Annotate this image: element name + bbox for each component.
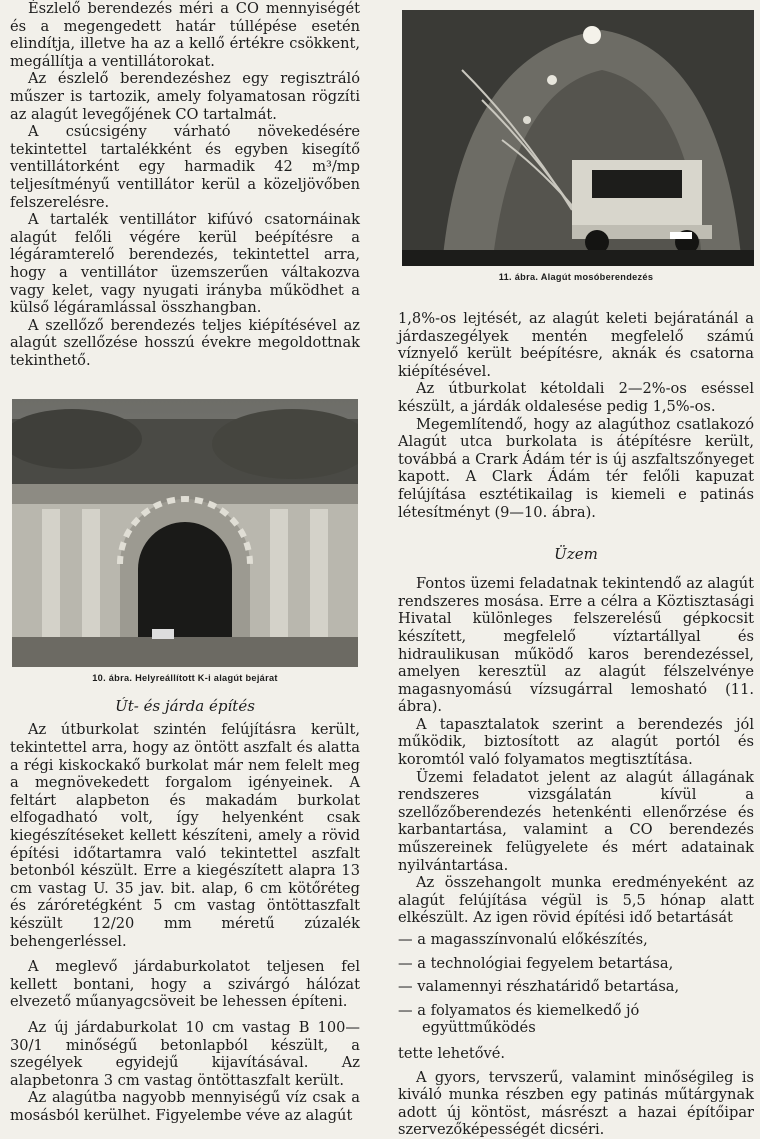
paragraph: A tartalék ventillátor kifúvó csatornáinak alagút felőli végére kerül beépítésre a légáramterelő berendezés, tekintettel arra, hogy a ventillátor üzemszerűen váltakozva vagy kelet, vagy nyugati irányba működhet a külső légáramlással összhangban. xyxy=(10,211,360,317)
paragraph: A meglevő járdaburkolatot teljesen fel kellett bontani, hogy a szivárgó hálózat elvezető műanyagcsöveit be lehessen építeni. xyxy=(10,958,360,1011)
figure-11-photo xyxy=(402,10,754,266)
paragraph: Az útburkolat kétoldali 2—2%-os eséssel készült, a járdák oldalesése pedig 1,5%-os. xyxy=(398,380,754,415)
paragraph: A csúcsigény várható növekedésére tekintettel tartalékként és egyben kisegítő ventillátorként egy harmadik 42 m³/mp teljesítményű ventillátor kerül a közeljövőben felszerelésre. xyxy=(10,123,360,211)
paragraph: A tapasztalatok szerint a berendezés jól működik, biztosított az alagút portól és koromtól való folyamatos megtisztítása. xyxy=(398,715,754,769)
list-item: — a technológiai fegyelem betartása, xyxy=(398,954,674,972)
paragraph: 1,8%-os lejtését, az alagút keleti bejáratánál a járdaszegélyek mentén megfelelő számú víznyelő került beépítésre, aknák és csatorna kiépítésével. xyxy=(398,310,754,380)
section-heading-operation: Üzem xyxy=(554,545,598,564)
paragraph: A szellőző berendezés teljes kiépítésével az alagút szellőzése hosszú évekre megoldottnak tekinthető. xyxy=(10,316,360,369)
closing-text: tette lehetővé. xyxy=(398,1044,506,1062)
paragraph: Fontos üzemi feladatnak tekintendő az alagút rendszeres mosása. Erre a célra a Köztisztasági Hivatal különleges felszerelésű gépkocsit készített, megfelelő víztartállyal és hidraulikusan működő karos berendezéssel, amelyen keresztül az alagút félszelvénye magasnyomású vízsugárral lemosható (11. ábra). xyxy=(398,575,754,716)
right-column xyxy=(398,0,754,1139)
list-item: — valamennyi részhatáridő betartása, xyxy=(398,978,680,996)
paragraph: A gyors, tervszerű, valamint minőségileg is kiváló munka részben egy patinás műtárgynak adott új köntöst, másrészt a hazai építőipar szervezőképességét dicséri. xyxy=(398,1068,754,1139)
paragraph: Az észlelő berendezéshez egy regisztráló műszer is tartozik, amely folyamatosan rögzíti az alagút levegőjének CO tartalmát. xyxy=(10,70,360,123)
paragraph: Az összehangolt munka eredményeként az alagút felújítása végül is 5,5 hónap alatt elkészült. Az igen rövid építési idő betartását xyxy=(398,874,754,927)
paragraph: Üzemi feladatot jelent az alagút állagának rendszeres vizsgálatán kívül a szellőzőberendezés hetenkénti ellenőrzése és karbantartása, valamint a CO berendezés műszereinek felügyelete és mért adatainak nyilvántartása. xyxy=(398,768,754,874)
section-heading-road: Út- és járda építés xyxy=(115,697,255,716)
paragraph: Észlelő berendezés méri a CO mennyiségét és a megengedett határ túllépése esetén elindítja, illetve ha az a kellő értékre csökkent, megállítja a ventillátorokat. xyxy=(10,0,360,70)
paragraph: Megemlítendő, hogy az alagúthoz csatlakozó Alagút utca burkolata is átépítésre került, továbbá a Crark Ádám tér is új aszfaltszőnyeget kapott. A Clark Ádám tér felőli kapuzat felújítása esztétikailag is kiemeli e patinás létesítményt (9—10. ábra). xyxy=(398,415,754,521)
tunnel-washer-image xyxy=(402,10,754,266)
figure-11-caption: 11. ábra. Alagút mosóberendezés xyxy=(498,272,654,282)
paragraph: Az új járdaburkolat 10 cm vastag B 100—30/1 minőségű betonlapból készült, a szegélyek egyidejű kijavításával. Az alapbetonra 3 cm vastag öntöttaszfalt került. xyxy=(10,1018,360,1089)
list-item: — a magasszínvonalú előkészítés, xyxy=(398,931,648,948)
tunnel-entrance-image xyxy=(12,399,358,667)
left-column xyxy=(10,0,360,1125)
paragraph: Az alagútba nagyobb mennyiségű víz csak a mosásból kerülhet. Figyelembe véve az alagút xyxy=(10,1089,360,1124)
figure-10-photo xyxy=(12,399,358,667)
list-item: — a folyamatos és kiemelkedő jó együttműködés xyxy=(398,1001,640,1037)
figure-10-caption: 10. ábra. Helyreállított K-i alagút bejárat xyxy=(92,673,278,684)
paragraph: Az útburkolat szintén felújításra került, tekintettel arra, hogy az öntött aszfalt és alatta a régi kiskockakő burkolat már nem felelt meg a megnövekedett forgalom igényeinek. A feltárt alapbeton és makadám burkolat elfogadható volt, így helyenként csak kiegészítéseket kellett készíteni, amely a rövid építési időtartamra való tekintettel aszfalt betonból készült. Erre a kiegészített alapra 13 cm vastag U. 35 jav. bit. alap, 6 cm kötőréteg és záróretégként 5 cm vastag öntöttaszfalt készült 12/20 mm méretű zúzalék behengerléssel. xyxy=(10,721,360,950)
